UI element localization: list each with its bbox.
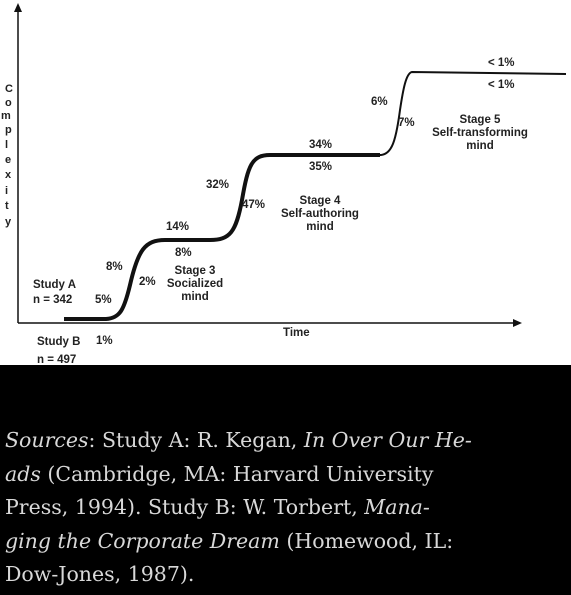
caption-book-title: Mana- (364, 495, 430, 519)
pct-b-rise-5: 7% (398, 117, 415, 129)
stage-4-desc: Self-authoring (281, 208, 359, 220)
caption-line (5, 558, 567, 592)
pct-b-plateau-4: 35% (309, 161, 333, 173)
stage-3-desc: mind (181, 291, 209, 303)
stage-4-label (270, 195, 370, 234)
sources-caption (5, 424, 567, 592)
y-axis-letter: l (5, 139, 9, 151)
pct-a-rise-5: 6% (371, 96, 388, 108)
y-axis-letter: p (5, 124, 12, 136)
stage-5-desc: Self-transforming (432, 127, 528, 139)
y-axis-letter: x (5, 169, 12, 181)
y-axis-letter: m (1, 110, 11, 122)
caption-text: (Homewood, IL: (279, 528, 454, 553)
y-axis-letter: e (5, 154, 12, 166)
stage-4-desc: mind (306, 221, 334, 233)
pct-b-plateau-5: < 1% (488, 79, 515, 91)
caption-book-title: ging the Corporate Dream (5, 528, 280, 553)
caption-text: Press, 1994). Study B: W. Torbert, (5, 495, 365, 519)
x-axis-label: Time (283, 327, 310, 339)
caption-book-title: ads (5, 461, 41, 486)
caption-line (5, 491, 567, 525)
pct-a-plateau-3: 14% (166, 221, 190, 233)
x-axis-arrow (513, 319, 522, 327)
caption-text: : Study A: R. Kegan, (88, 428, 304, 452)
caption-line (5, 525, 567, 559)
caption-line (5, 458, 567, 492)
stage-5-name: Stage 5 (459, 114, 501, 126)
stage-5-label (418, 114, 542, 153)
study-a-name: Study A (33, 279, 77, 291)
study-b-name: Study B (37, 336, 81, 348)
pct-a-rise-4: 32% (206, 179, 230, 191)
pct-a-base: 5% (95, 294, 112, 306)
stage-3-desc: Socialized (166, 278, 224, 290)
y-axis-letter: t (5, 200, 9, 212)
pct-b-rise-3: 2% (139, 276, 156, 288)
study-a-n: n = 342 (33, 294, 73, 306)
study-b-n: n = 497 (37, 354, 77, 366)
y-axis-letter: y (5, 216, 12, 228)
y-axis-letter: C (5, 83, 13, 95)
y-axis-letter: i (5, 185, 9, 197)
caption-text: (Cambridge, MA: Harvard University (40, 461, 434, 486)
pct-a-rise-3: 8% (106, 261, 123, 273)
stage-4-name: Stage 4 (299, 195, 341, 207)
stage-3-name: Stage 3 (174, 265, 216, 277)
caption-book-title: In Over Our He- (303, 428, 472, 452)
pct-a-plateau-4: 34% (309, 139, 333, 151)
caption-sources-label: Sources (5, 428, 89, 452)
pct-b-rise-4: 47% (242, 199, 266, 211)
caption-line (5, 424, 567, 458)
pct-a-plateau-5: < 1% (488, 57, 515, 69)
y-axis-letter: o (5, 97, 12, 109)
pct-b-plateau-3: 8% (175, 247, 192, 259)
caption-text: Dow-Jones, 1987). (5, 562, 195, 586)
y-axis-arrow (14, 3, 22, 12)
stage-3-label (160, 265, 230, 304)
stage-5-desc: mind (466, 140, 494, 152)
pct-b-base: 1% (96, 335, 113, 347)
